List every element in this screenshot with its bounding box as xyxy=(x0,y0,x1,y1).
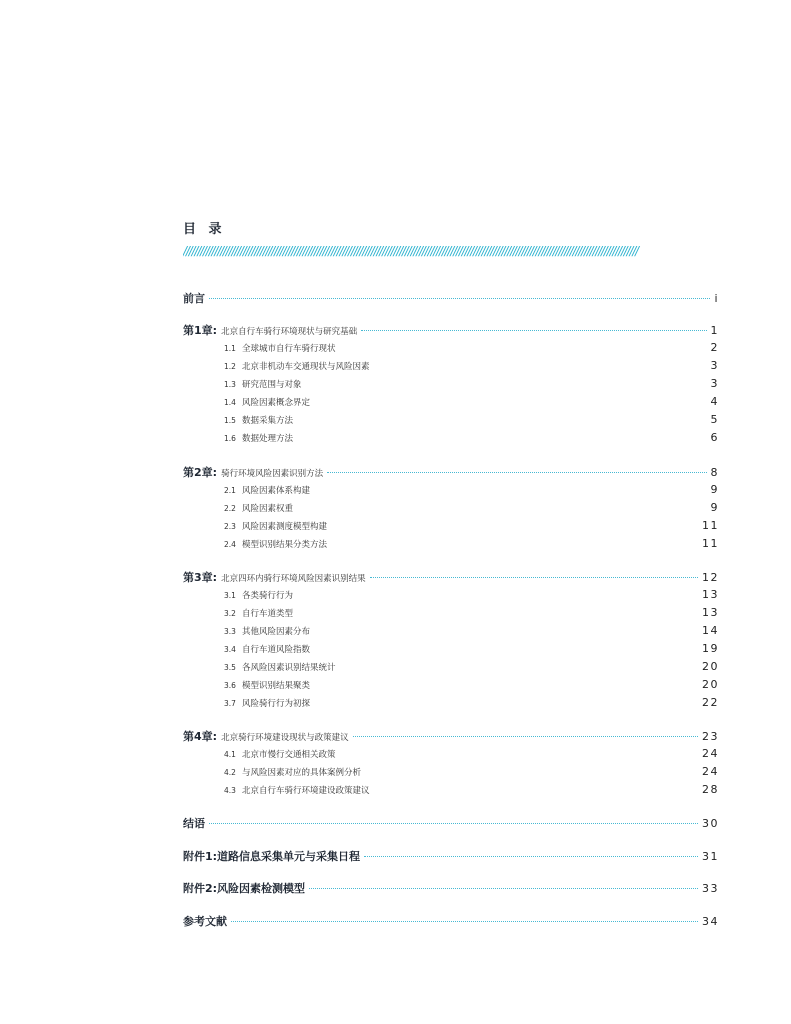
toc-page-number: 1 xyxy=(710,324,719,337)
toc-page-number: 3 xyxy=(710,359,719,372)
chapter-title: 北京骑行环境建设现状与政策建议 xyxy=(221,733,349,743)
dotted-leader xyxy=(353,736,698,737)
toc-section-1-4[interactable] xyxy=(224,395,719,408)
section-title: 风险因素测度模型构建 xyxy=(242,522,328,532)
toc-entry-label: 前言 xyxy=(183,292,205,305)
toc-section-3-7[interactable] xyxy=(224,696,719,709)
dotted-leader xyxy=(309,888,698,889)
toc-page-number: 13 xyxy=(702,606,719,619)
toc-page-number: 34 xyxy=(702,915,719,928)
chapter-title: 北京四环内骑行环境风险因素识别结果 xyxy=(221,574,366,584)
section-number: 3.1 xyxy=(224,591,236,600)
decorative-hatch-bar: //////////////////////////////////////////////////////////////////////////////////////////////////////////////////////////////////////////////////////////////// xyxy=(183,244,638,258)
toc-page-number: 24 xyxy=(702,765,719,778)
toc-page-number: 6 xyxy=(710,431,719,444)
toc-section-3-3[interactable] xyxy=(224,624,719,637)
section-title: 模型识别结果聚类 xyxy=(242,681,311,691)
toc-page-number: 31 xyxy=(702,850,719,863)
section-number: 4.2 xyxy=(224,768,236,777)
section-number: 3.6 xyxy=(224,681,236,690)
toc-page-number: 2 xyxy=(710,341,719,354)
chapter-number: 第4章: xyxy=(183,730,218,743)
section-title: 北京自行车骑行环境建设政策建议 xyxy=(242,786,370,796)
section-number: 1.5 xyxy=(224,416,236,425)
section-title: 各类骑行行为 xyxy=(242,591,294,601)
section-title: 与风险因素对应的具体案例分析 xyxy=(242,768,362,778)
toc-chapter-3[interactable] xyxy=(183,569,719,585)
toc-chapter-4[interactable] xyxy=(183,728,719,744)
toc-entry-references[interactable] xyxy=(183,913,719,929)
toc-page-number: 11 xyxy=(702,519,719,532)
toc-section-2-4[interactable] xyxy=(224,537,719,550)
section-title: 全球城市自行车骑行现状 xyxy=(242,344,336,354)
section-number: 1.1 xyxy=(224,344,236,353)
chapter-number: 第3章: xyxy=(183,571,218,584)
toc-page-number: 3 xyxy=(710,377,719,390)
section-title: 自行车道风险指数 xyxy=(242,645,311,655)
toc-page-number: 20 xyxy=(702,678,719,691)
dotted-leader xyxy=(209,298,710,299)
dotted-leader xyxy=(361,330,706,331)
section-number: 4.1 xyxy=(224,750,236,759)
section-number: 3.7 xyxy=(224,699,236,708)
toc-section-1-3[interactable] xyxy=(224,377,719,390)
toc-chapter-2[interactable] xyxy=(183,464,719,480)
section-number: 1.6 xyxy=(224,434,236,443)
toc-page-number: 4 xyxy=(710,395,719,408)
toc-entry-preface[interactable] xyxy=(183,290,719,306)
toc-page-number: 14 xyxy=(702,624,719,637)
section-number: 1.3 xyxy=(224,380,236,389)
toc-section-2-3[interactable] xyxy=(224,519,719,532)
section-title: 风险因素概念界定 xyxy=(242,398,311,408)
dotted-leader xyxy=(209,823,698,824)
section-title: 模型识别结果分类方法 xyxy=(242,540,328,550)
section-number: 2.4 xyxy=(224,540,236,549)
section-number: 3.2 xyxy=(224,609,236,618)
section-number: 2.2 xyxy=(224,504,236,513)
toc-entry-label: 附件2:风险因素检测模型 xyxy=(183,882,306,895)
chapter-title: 骑行环境风险因素识别方法 xyxy=(221,469,324,479)
dotted-leader xyxy=(231,921,698,922)
toc-page-number: 30 xyxy=(702,817,719,830)
toc-page-number: 5 xyxy=(710,413,719,426)
toc-entry-label: 参考文献 xyxy=(183,915,227,928)
toc-section-2-2[interactable] xyxy=(224,501,719,514)
toc-entry-label: 结语 xyxy=(183,817,205,830)
toc-page-number: 9 xyxy=(710,501,719,514)
section-number: 1.4 xyxy=(224,398,236,407)
section-title: 其他风险因素分布 xyxy=(242,627,311,637)
toc-section-1-1[interactable] xyxy=(224,341,719,354)
section-number: 4.3 xyxy=(224,786,236,795)
toc-entry-conclusion[interactable] xyxy=(183,815,719,831)
toc-section-1-6[interactable] xyxy=(224,431,719,444)
section-title: 数据处理方法 xyxy=(242,434,294,444)
section-title: 北京市慢行交通相关政策 xyxy=(242,750,336,760)
section-title: 风险因素体系构建 xyxy=(242,486,311,496)
toc-page-number: 23 xyxy=(702,730,719,743)
toc-section-1-2[interactable] xyxy=(224,359,719,372)
toc-entry-label: 附件1:道路信息采集单元与采集日程 xyxy=(183,850,361,863)
toc-chapter-1[interactable] xyxy=(183,322,719,338)
chapter-number: 第1章: xyxy=(183,324,218,337)
toc-section-3-1[interactable] xyxy=(224,588,719,601)
toc-section-3-4[interactable] xyxy=(224,642,719,655)
dotted-leader xyxy=(364,856,698,857)
toc-entry-appendix-1[interactable] xyxy=(183,848,719,864)
toc-section-4-1[interactable] xyxy=(224,747,719,760)
toc-entry-appendix-2[interactable] xyxy=(183,880,719,896)
toc-page-number: 20 xyxy=(702,660,719,673)
toc-section-4-3[interactable] xyxy=(224,783,719,796)
toc-page-number: 11 xyxy=(702,537,719,550)
chapter-title: 北京自行车骑行环境现状与研究基础 xyxy=(221,327,358,337)
toc-page-number: 28 xyxy=(702,783,719,796)
toc-section-3-5[interactable] xyxy=(224,660,719,673)
toc-section-4-2[interactable] xyxy=(224,765,719,778)
toc-page-number: i xyxy=(714,292,719,305)
section-number: 3.3 xyxy=(224,627,236,636)
toc-page-number: 22 xyxy=(702,696,719,709)
toc-page-number: 13 xyxy=(702,588,719,601)
toc-page-number: 12 xyxy=(702,571,719,584)
toc-page-number: 24 xyxy=(702,747,719,760)
section-number: 1.2 xyxy=(224,362,236,371)
toc-section-3-6[interactable] xyxy=(224,678,719,691)
toc-section-1-5[interactable] xyxy=(224,413,719,426)
section-title: 风险骑行行为初探 xyxy=(242,699,311,709)
section-title: 自行车道类型 xyxy=(242,609,294,619)
section-title: 数据采集方法 xyxy=(242,416,294,426)
toc-title: 目 录 xyxy=(183,222,226,237)
toc-page-number: 33 xyxy=(702,882,719,895)
section-title: 风险因素权重 xyxy=(242,504,294,514)
section-number: 3.4 xyxy=(224,645,236,654)
dotted-leader xyxy=(370,577,698,578)
toc-section-2-1[interactable] xyxy=(224,483,719,496)
section-number: 2.1 xyxy=(224,486,236,495)
section-number: 2.3 xyxy=(224,522,236,531)
section-title: 研究范围与对象 xyxy=(242,380,302,390)
toc-page-number: 19 xyxy=(702,642,719,655)
toc-section-3-2[interactable] xyxy=(224,606,719,619)
chapter-number: 第2章: xyxy=(183,466,218,479)
dotted-leader xyxy=(327,472,706,473)
toc-page-number: 8 xyxy=(710,466,719,479)
toc-page-number: 9 xyxy=(710,483,719,496)
section-title: 各风险因素识别结果统计 xyxy=(242,663,336,673)
section-number: 3.5 xyxy=(224,663,236,672)
section-title: 北京非机动车交通现状与风险因素 xyxy=(242,362,370,372)
